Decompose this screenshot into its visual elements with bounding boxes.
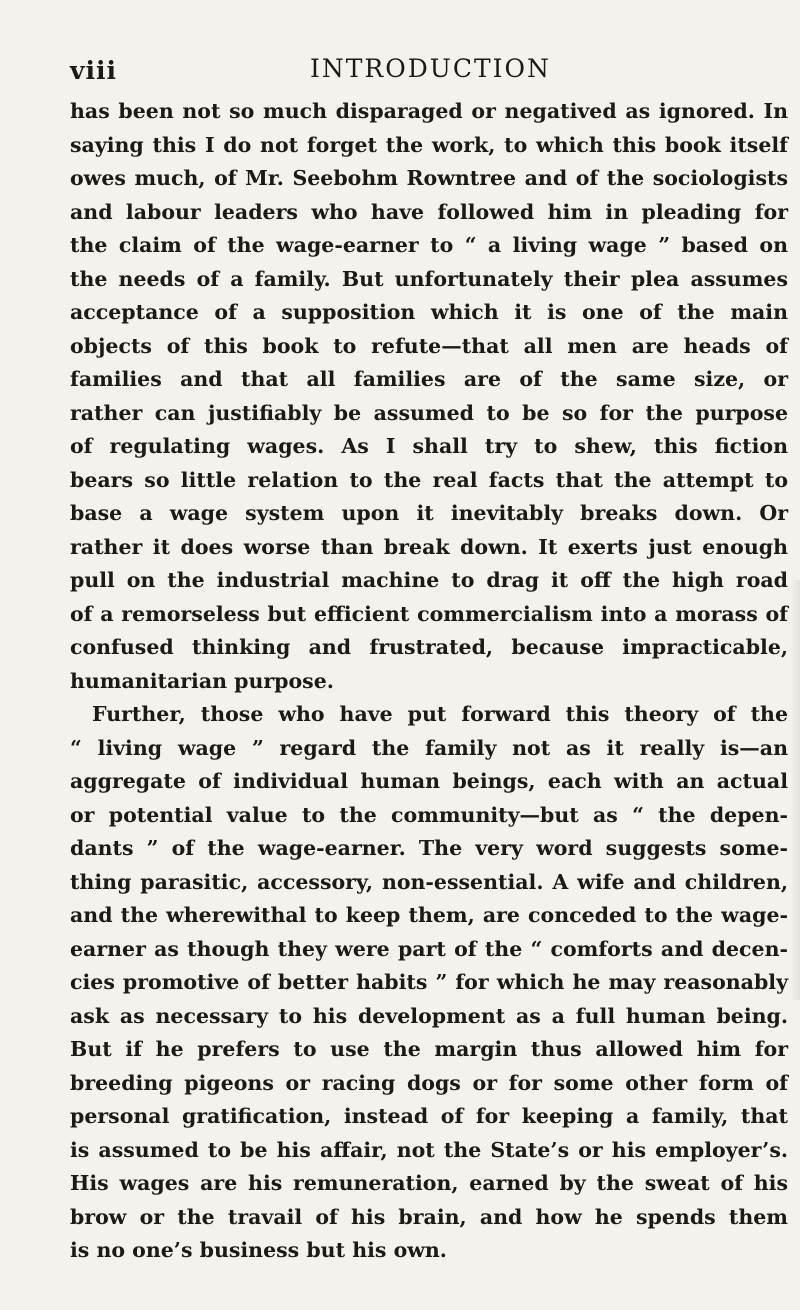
paragraph-last-line: humanitarian purpose. [70, 668, 334, 693]
text-line: ask as necessary to his development as a full human being. [70, 1003, 788, 1028]
text-line: of a remorseless but efficient commercialism into a morass of [70, 601, 788, 626]
text-line: objects of this book to refute—that all men are heads of [70, 333, 788, 358]
text-line: personal gratification, instead of for keeping a family, that [70, 1104, 788, 1128]
text-line: owes much, of Mr. Seebohm Rowntree and of the sociologists [70, 166, 788, 190]
paragraph-first-line: Further, those who have put forward this theory of the [92, 702, 788, 726]
page-edge-shadow [790, 580, 800, 1000]
text-line: and labour leaders who have followed him in pleading for [70, 199, 788, 224]
text-line: the needs of a family. But unfortunately their plea assumes [70, 266, 788, 291]
text-line: and the wherewithal to keep them, are conceded to the wage- [70, 903, 788, 927]
text-line: bears so little relation to the real facts that the attempt to [70, 467, 788, 492]
text-line: confused thinking and frustrated, because impracticable, [70, 635, 788, 659]
text-line: “ living wage ” regard the family not as it really is—an [70, 735, 788, 760]
text-line: But if he prefers to use the margin thus allowed him for [70, 1037, 788, 1061]
text-line: breeding pigeons or racing dogs or for some other form of [70, 1070, 788, 1095]
text-line: families and that all families are of the same size, or [70, 367, 788, 391]
running-head: INTRODUCTION [310, 54, 551, 83]
text-line: the claim of the wage-earner to “ a living wage ” based on [70, 233, 788, 257]
text-line: aggregate of individual human beings, each with an actual [70, 769, 788, 793]
text-line: base a wage system upon it inevitably breaks down. Or [70, 501, 788, 525]
text-line: brow or the travail of his brain, and how he spends them [70, 1204, 788, 1229]
text-line: or potential value to the community—but as “ the depen- [70, 802, 788, 827]
paragraph-last-line: is no one’s business but his own. [70, 1238, 447, 1262]
text-line: acceptance of a supposition which it is one of the main [70, 300, 788, 324]
page-header [70, 44, 790, 84]
text-line: His wages are his remuneration, earned by the sweat of his [70, 1171, 788, 1195]
text-line: of regulating wages. As I shall try to shew, this fiction [70, 434, 788, 458]
text-line: dants ” of the wage-earner. The very word suggests some- [70, 836, 788, 860]
text-line: is assumed to be his affair, not the State’s or his employer’s. [70, 1137, 788, 1162]
text-line: saying this I do not forget the work, to which this book itself [70, 132, 788, 157]
text-line: pull on the industrial machine to drag it off the high road [70, 568, 788, 592]
page-number: viii [70, 56, 118, 85]
text-line: cies promotive of better habits ” for which he may reasonably [70, 970, 788, 994]
text-line: rather can justifiably be assumed to be so for the purpose [70, 400, 788, 425]
body-text [70, 95, 788, 1268]
text-line: rather it does worse than break down. It exerts just enough [70, 534, 788, 559]
text-line: has been not so much disparaged or negatived as ignored. In [70, 99, 788, 123]
text-line: thing parasitic, accessory, non-essential. A wife and children, [70, 869, 788, 894]
text-line: earner as though they were part of the “ comforts and decen- [70, 936, 788, 961]
